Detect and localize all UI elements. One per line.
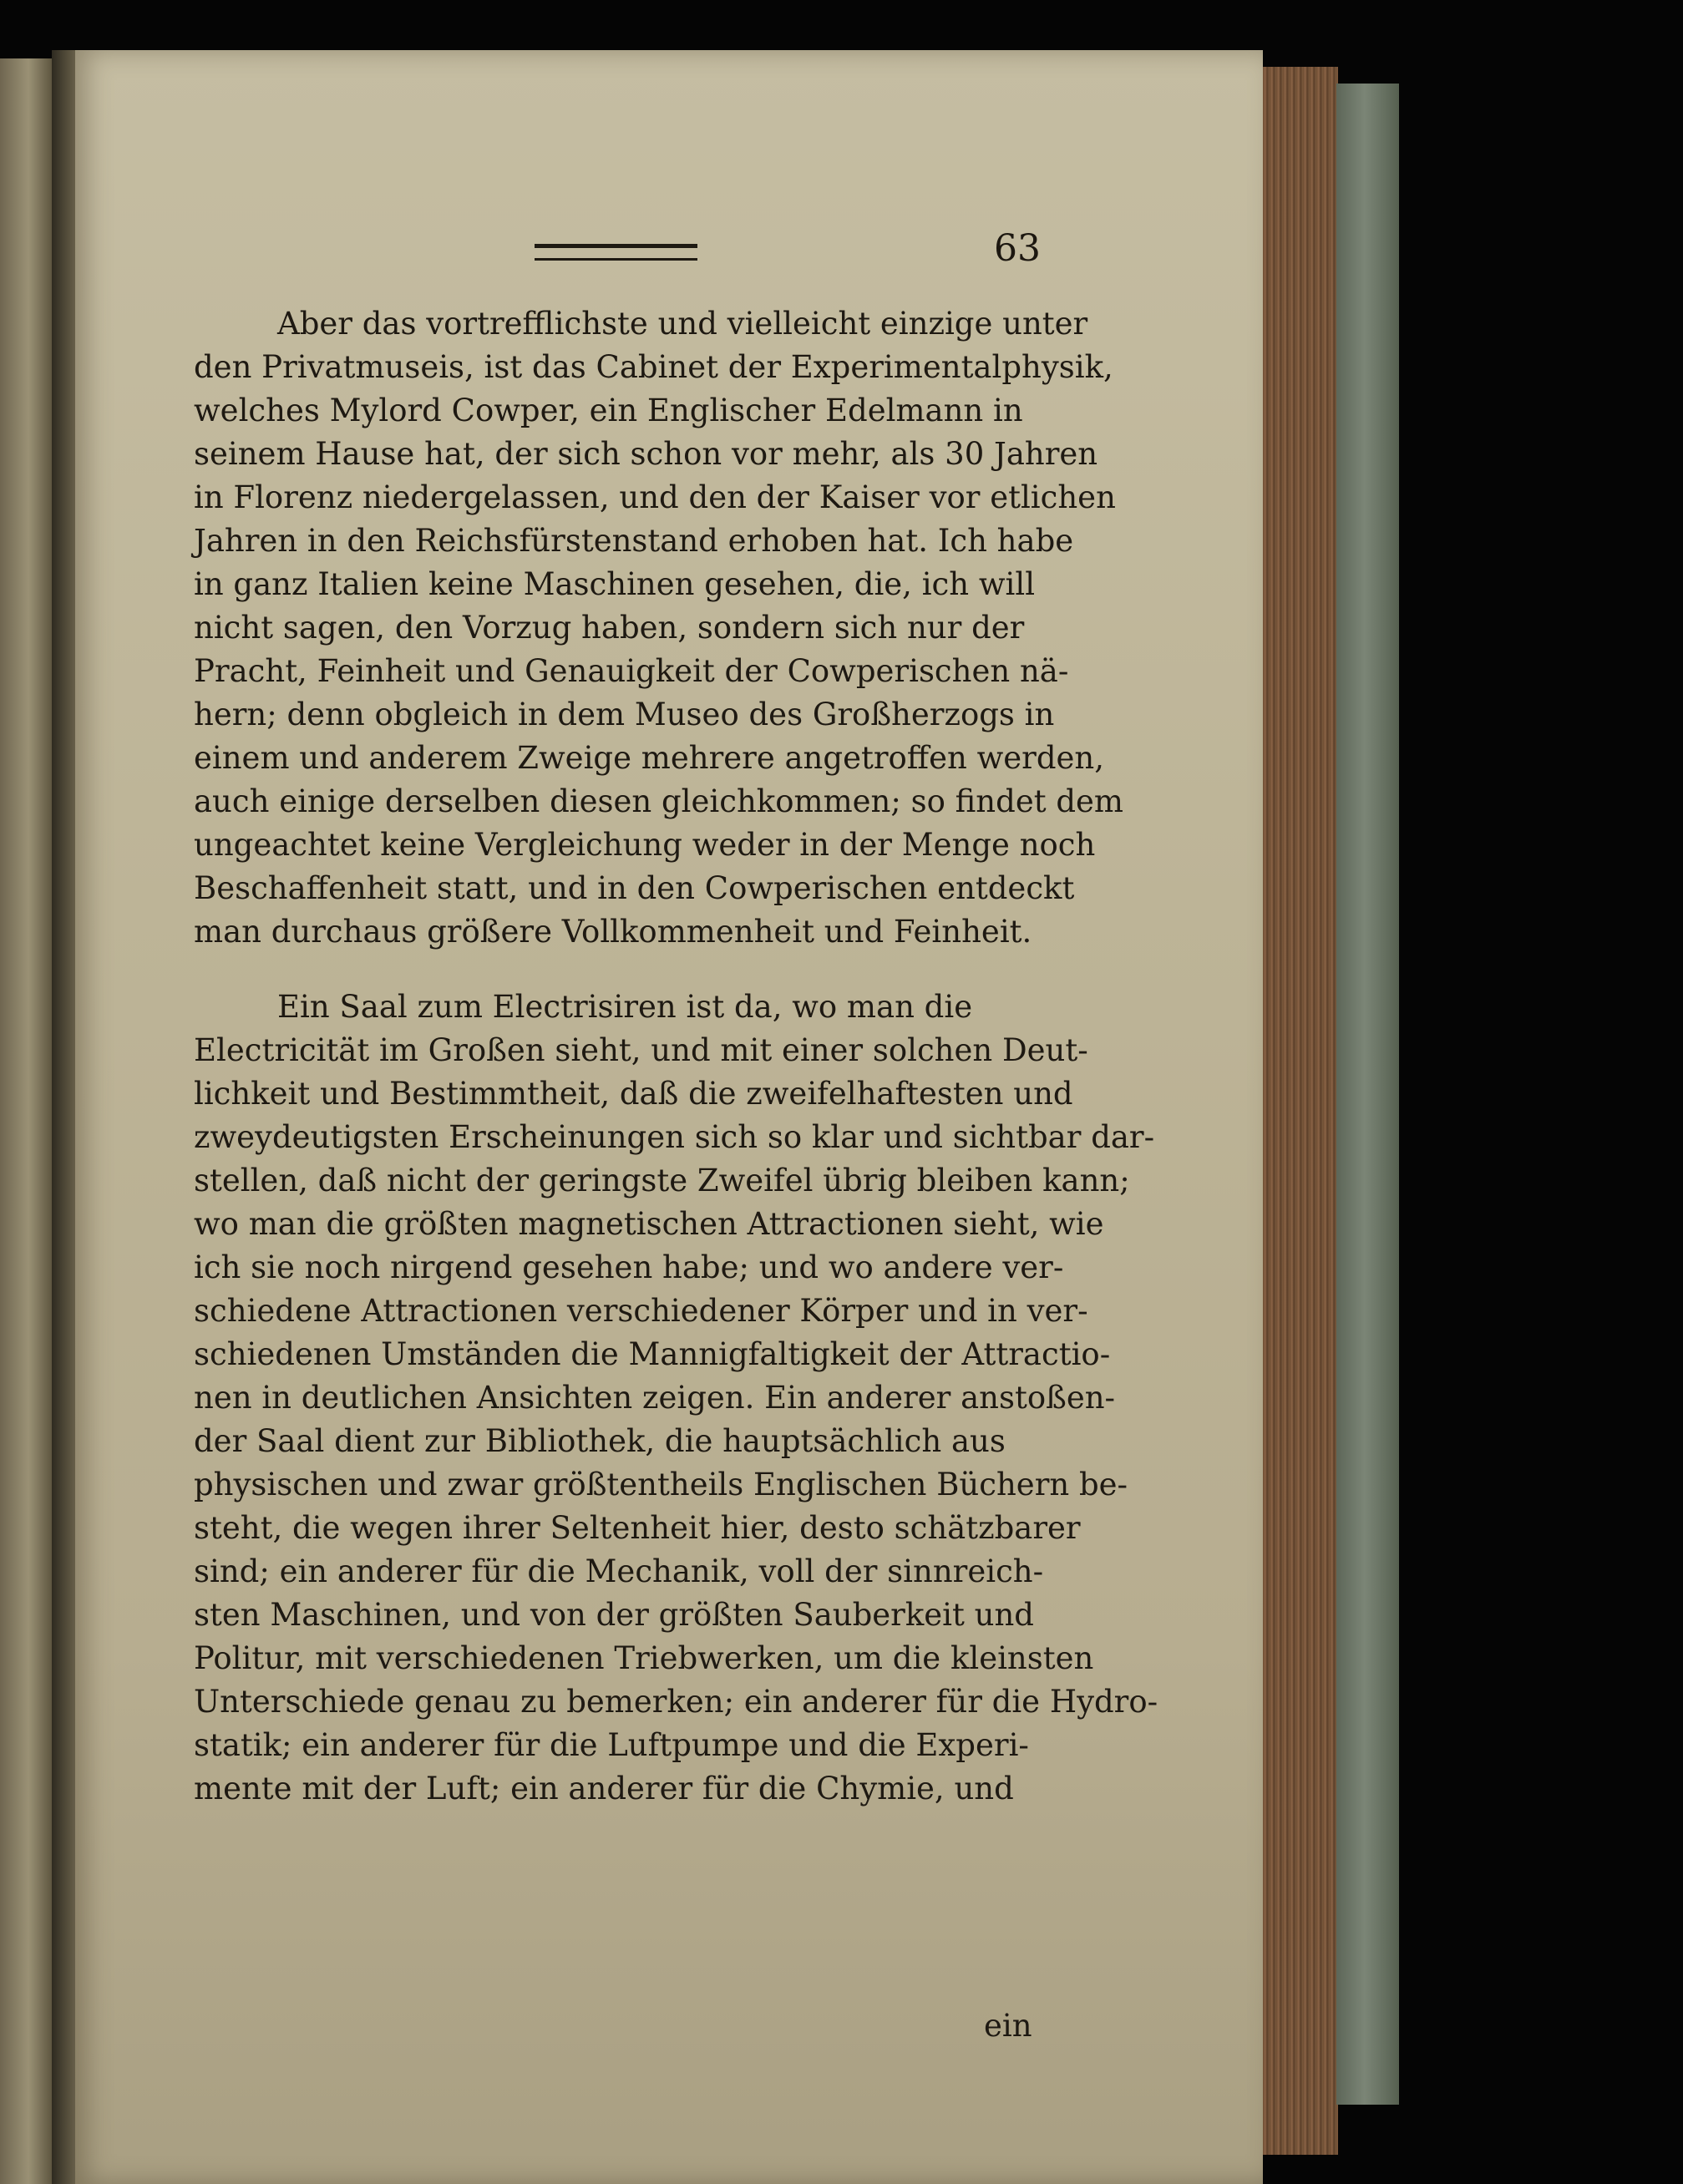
text-line: Politur, mit verschiedenen Triebwerken, um die kleinsten: [194, 1640, 1094, 1676]
text-line: hern; denn obgleich in dem Museo des Großherzogs in: [194, 697, 1055, 732]
text-line: schiedenen Umständen die Mannigfaltigkeit der Attractio-: [194, 1336, 1111, 1372]
book-cover-edge: [1336, 84, 1399, 2105]
text-line: Unterschiede genau zu bemerken; ein anderer für die Hydro-: [194, 1684, 1158, 1720]
paragraph-2: [194, 986, 1158, 1811]
text-line: stellen, daß nicht der geringste Zweifel übrig bleiben kann;: [194, 1163, 1130, 1198]
text-line: lichkeit und Bestimmtheit, daß die zweifelhaftesten und: [194, 1076, 1073, 1112]
text-line: Beschaffenheit statt, und in den Cowperischen entdeckt: [194, 870, 1075, 906]
text-line: Aber das vortrefflichste und vielleicht einzige unter: [277, 306, 1088, 342]
text-line: auch einige derselben diesen gleichkommen; so findet dem: [194, 783, 1124, 819]
text-line: man durchaus größere Vollkommenheit und Feinheit.: [194, 914, 1032, 950]
page-number: 63: [994, 227, 1041, 270]
text-line: sten Maschinen, und von der größten Sauberkeit und: [194, 1597, 1034, 1633]
book-gutter: [52, 50, 77, 2184]
text-line: mente mit der Luft; ein anderer für die Chymie, und: [194, 1771, 1014, 1806]
text-line: wo man die größten magnetischen Attractionen sieht, wie: [194, 1206, 1104, 1242]
text-line: Jahren in den Reichsfürstenstand erhoben hat. Ich habe: [194, 523, 1074, 559]
text-line: zweydeutigsten Erscheinungen sich so klar und sichtbar dar-: [194, 1119, 1155, 1155]
text-line: statik; ein anderer für die Luftpumpe und die Experi-: [194, 1727, 1029, 1763]
text-line: einem und anderem Zweige mehrere angetroffen werden,: [194, 740, 1105, 776]
text-line: Pracht, Feinheit und Genauigkeit der Cowperischen nä-: [194, 653, 1069, 689]
text-line: in ganz Italien keine Maschinen gesehen, die, ich will: [194, 566, 1036, 602]
text-line: Ein Saal zum Electrisiren ist da, wo man die: [277, 989, 973, 1025]
text-line: schiedene Attractionen verschiedener Körper und in ver-: [194, 1293, 1088, 1329]
catchword: ein: [984, 2008, 1032, 2044]
text-line: physischen und zwar größtentheils Englischen Büchern be-: [194, 1467, 1128, 1502]
header-rule: [535, 244, 697, 261]
page-block-edges: [1263, 67, 1338, 2155]
paragraph-1: [194, 302, 1124, 954]
text-line: seinem Hause hat, der sich schon vor mehr, als 30 Jahren: [194, 436, 1098, 472]
text-line: in Florenz niedergelassen, und den der Kaiser vor etlichen: [194, 479, 1116, 515]
text-line: den Privatmuseis, ist das Cabinet der Experimentalphysik,: [194, 349, 1113, 385]
text-line: nicht sagen, den Vorzug haben, sondern sich nur der: [194, 610, 1025, 646]
text-line: Electricität im Großen sieht, und mit einer solchen Deut-: [194, 1032, 1088, 1068]
text-line: ungeachtet keine Vergleichung weder in der Menge noch: [194, 827, 1096, 863]
previous-page-edge: [0, 58, 52, 2184]
text-line: nen in deutlichen Ansichten zeigen. Ein anderer anstoßen-: [194, 1380, 1116, 1416]
text-line: der Saal dient zur Bibliothek, die hauptsächlich aus: [194, 1423, 1006, 1459]
text-line: steht, die wegen ihrer Seltenheit hier, desto schätzbarer: [194, 1510, 1081, 1546]
text-line: ich sie noch nirgend gesehen habe; und wo andere ver-: [194, 1249, 1064, 1285]
text-line: sind; ein anderer für die Mechanik, voll der sinnreich-: [194, 1553, 1044, 1589]
text-line: welches Mylord Cowper, ein Englischer Edelmann in: [194, 393, 1023, 428]
